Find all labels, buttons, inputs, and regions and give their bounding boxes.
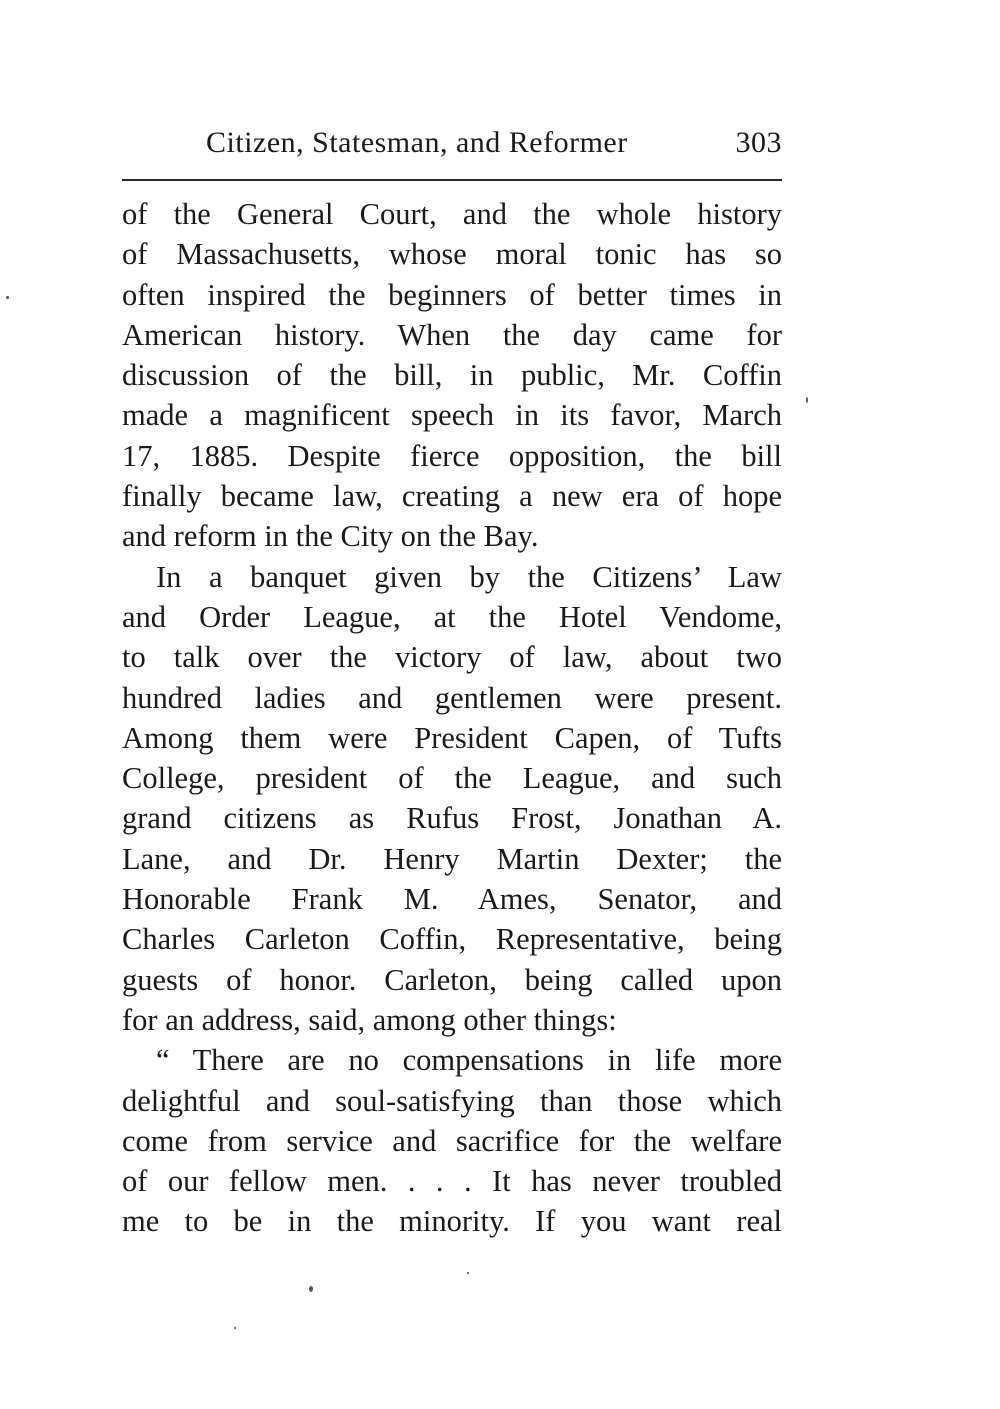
text-line: and reform in the City on the Bay. bbox=[122, 519, 539, 554]
text-line: for an address, said, among other things: bbox=[122, 1002, 617, 1037]
text-line: of the General Court, and the whole history bbox=[122, 197, 782, 231]
body-text bbox=[122, 194, 782, 1242]
text-line: hundred ladies and gentlemen were present. bbox=[122, 680, 782, 715]
text-line: me to be in the minority. If you want real bbox=[122, 1204, 782, 1239]
text-line: often inspired the beginners of better times in bbox=[122, 277, 782, 312]
text-line: to talk over the victory of law, about two bbox=[122, 640, 782, 675]
text-line: and Order League, at the Hotel Vendome, bbox=[122, 599, 782, 634]
text-line: of Massachusetts, whose moral tonic has so bbox=[122, 237, 782, 272]
text-line: College, president of the League, and such bbox=[122, 761, 782, 796]
text-line: grand citizens as Rufus Frost, Jonathan A. bbox=[122, 801, 782, 836]
page-number: 303 bbox=[735, 126, 782, 159]
text-line: delightful and soul-satisfying than those which bbox=[122, 1083, 782, 1118]
quotation-first-line: “ There are no compensations in life more bbox=[156, 1043, 782, 1078]
text-line: made a magnificent speech in its favor, March bbox=[122, 398, 782, 433]
running-head bbox=[122, 126, 782, 166]
text-line: Lane, and Dr. Henry Martin Dexter; the bbox=[122, 841, 782, 876]
text-line: 17, 1885. Despite fierce opposition, the bill bbox=[122, 438, 782, 473]
paragraph-first-line: In a banquet given by the Citizens’ Law bbox=[156, 559, 782, 594]
scan-speck bbox=[806, 397, 808, 403]
text-line: come from service and sacrifice for the welfare bbox=[122, 1123, 782, 1158]
text-line: guests of honor. Carleton, being called upon bbox=[122, 962, 782, 997]
scan-speck bbox=[467, 1272, 469, 1274]
text-line: discussion of the bill, in public, Mr. Coffin bbox=[122, 358, 782, 393]
scan-speck bbox=[6, 296, 9, 299]
text-line: American history. When the day came for bbox=[122, 317, 782, 352]
text-line: finally became law, creating a new era of hope bbox=[122, 479, 782, 514]
text-line: Honorable Frank M. Ames, Senator, and bbox=[122, 882, 782, 917]
header-rule bbox=[122, 179, 782, 181]
scan-speck bbox=[309, 1286, 313, 1292]
text-line: Charles Carleton Coffin, Representative, being bbox=[122, 922, 782, 957]
running-title: Citizen, Statesman, and Reformer bbox=[206, 126, 628, 159]
text-line: of our fellow men. . . . It has never troubled bbox=[122, 1164, 782, 1199]
text-line: Among them were President Capen, of Tufts bbox=[122, 720, 782, 755]
scan-speck bbox=[234, 1327, 236, 1329]
